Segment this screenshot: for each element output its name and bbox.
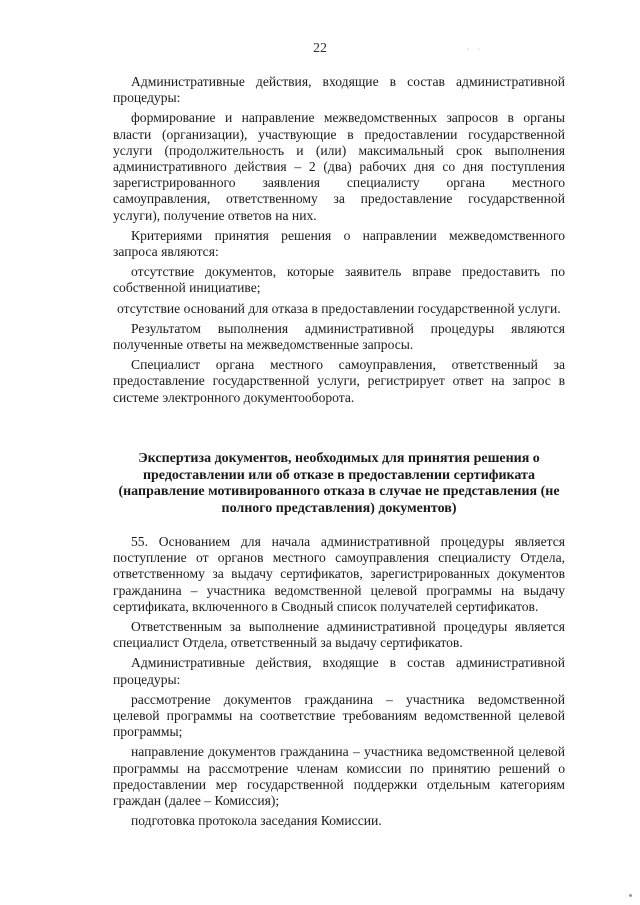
paragraph: Специалист органа местного самоуправления, ответственный за предоставление государственной услуги, регистрирует ответ на запрос в системе электронного документооборота.: [113, 357, 565, 405]
paragraph: Критериями принятия решения о направлении межведомственного запроса являются:: [113, 227, 565, 260]
section-document-review: [113, 534, 565, 833]
paragraph: подготовка протокола заседания Комиссии.: [131, 813, 382, 829]
paragraph: рассмотрение документов гражданина – участника ведомственной целевой программы на соответствие требованиям ведомственной целевой программы;: [113, 691, 565, 740]
paragraph: отсутствие документов, которые заявитель вправе предоставить по собственной инициативе;: [113, 264, 565, 296]
paragraph: 55. Основанием для начала административной процедуры является поступление от органов местного самоуправления специалисту Отдела, ответственному за выдачу сертификатов, зарегистрированных документов гражданина – участника ведомственной целевой программы на выдачу сертификата, включенного в Сводный список получателей сертификатов.: [113, 534, 565, 614]
paragraph: направление документов гражданина – участника ведомственной целевой программы на рассмотрение членам комиссии по принятию решений о предоставлении мер государственной поддержки отдельным категориям граждан (далее – Комиссия);: [113, 744, 565, 809]
scan-artifact: · ·: [466, 44, 484, 54]
paragraph: формирование и направление межведомственных запросов в органы власти (организации), участвующие в предоставлении государственной услуги (продолжительность и (или) максимальный срок выполнения административного действия – 2 (два) рабочих дня со дня поступления зарегистрированного заявления специалисту органа местного самоуправления, ответственному за предоставление государственной услуги), получение ответов на них.: [113, 110, 565, 223]
paragraph: отсутствие оснований для отказа в предоставлении государственной услуги.: [117, 300, 561, 316]
paragraph: Ответственным за выполнение административной процедуры является специалист Отдела, ответственный за выдачу сертификатов.: [113, 619, 565, 651]
paragraph: Результатом выполнения административной процедуры являются полученные ответы на межведомственные запросы.: [113, 320, 565, 353]
scan-dot: [629, 894, 632, 897]
paragraph: Административные действия, входящие в состав административной процедуры:: [113, 74, 565, 106]
page-number: 22: [313, 41, 327, 56]
section-heading: Экспертиза документов, необходимых для принятия решения о предоставлении или об отказе в предоставлении сертификата (направление мотивированного отказа в случае не представления (не полного представления) документов): [118, 451, 560, 516]
paragraph: Административные действия, входящие в состав административной процедуры:: [113, 655, 565, 687]
section-procedure-actions: [113, 74, 565, 410]
